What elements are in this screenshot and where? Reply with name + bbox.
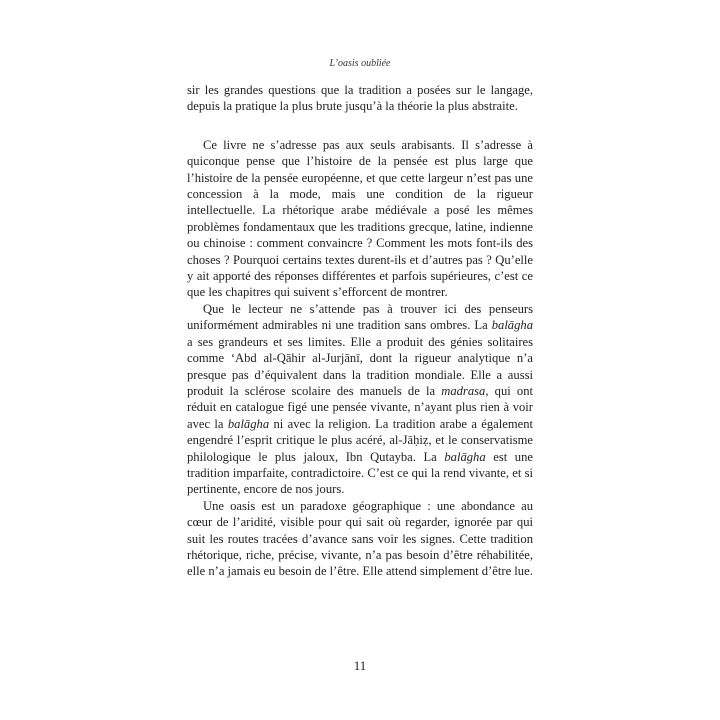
- italic-term: madrasa: [441, 383, 486, 398]
- italic-term: balāgha: [227, 416, 270, 431]
- paragraph-2: [187, 137, 533, 301]
- paragraph-4: [187, 498, 533, 580]
- running-title: L’oasis oubliée: [329, 58, 391, 69]
- italic-term: balāgha: [444, 449, 486, 464]
- text-run: Une oasis est un paradoxe géographique : une abondance au cœur de l’aridité, visible pour qui sait où regarder, ignorée par qui suit les routes tracées d’avance sans voir les signes. Cette tradition rhétorique, riche, précise, vivante, n’a pas besoin d’être réhabilitée, elle n’a jamais eu besoin de l’être. Elle attend simplement d’être lue.: [187, 498, 533, 579]
- page-number: 11: [353, 658, 367, 673]
- text-run: Que le lecteur ne s’attende pas à trouver ici des penseurs uniformément admirables ni une tradition sans ombres. La: [187, 301, 533, 333]
- text-run: est une tradition imparfaite, contradictoire. C’est ce qui la rend vivante, et si pertinente, encore de nos jours.: [187, 449, 533, 497]
- text-run: sir les grandes questions que la tradition a posées sur le langage, depuis la pratique la plus brute jusqu’à la théorie la plus abstraite.: [187, 83, 533, 114]
- text-run: Ce livre ne s’adresse pas aux seuls arabisants. Il s’adresse à quiconque pense que l’histoire de la pensée est plus large que l’histoire de la pensée européenne, et que cette largeur n’est pas une concession à la mode, mais une condition de la rigueur intellectuelle. La rhétorique arabe médiévale a posé les mêmes problèmes fondamentaux que les traditions grecque, latine, indienne ou chinoise : comment convaincre ? Comment les mots font-ils des choses ? Pourquoi certains textes durent-ils et d’autres pas ? Qu’elle y ait apporté des réponses différentes et parfois supérieures, c’est ce que les chapitres qui suivent s’efforcent de montrer.: [187, 137, 533, 300]
- text-run: , qui ont réduit en catalogue figé une pensée vivante, n’ayant plus rien à voir avec la: [187, 383, 533, 431]
- text-run: a ses grandeurs et ses limites. Elle a produit des génies solitaires comme ‘Abd al-Qāhir al-Jurjānī, dont la rigueur analytique n’a presque pas d’équivalent dans la tradition mondiale. Elle a aussi produit la sclérose scolaire des manuels de la: [187, 334, 533, 398]
- italic-term: balāgha: [491, 318, 533, 333]
- body-text: [187, 82, 533, 580]
- paragraph-3: [187, 301, 533, 498]
- paragraph-gap: [187, 115, 533, 137]
- paragraph-1: [187, 82, 533, 115]
- text-run: ni avec la religion. La tradition arabe a également engendré l’esprit critique le plus acéré, al-Jāḥiẓ, et le conservatisme philologique le plus jaloux, Ibn Qutayba. La: [187, 416, 534, 464]
